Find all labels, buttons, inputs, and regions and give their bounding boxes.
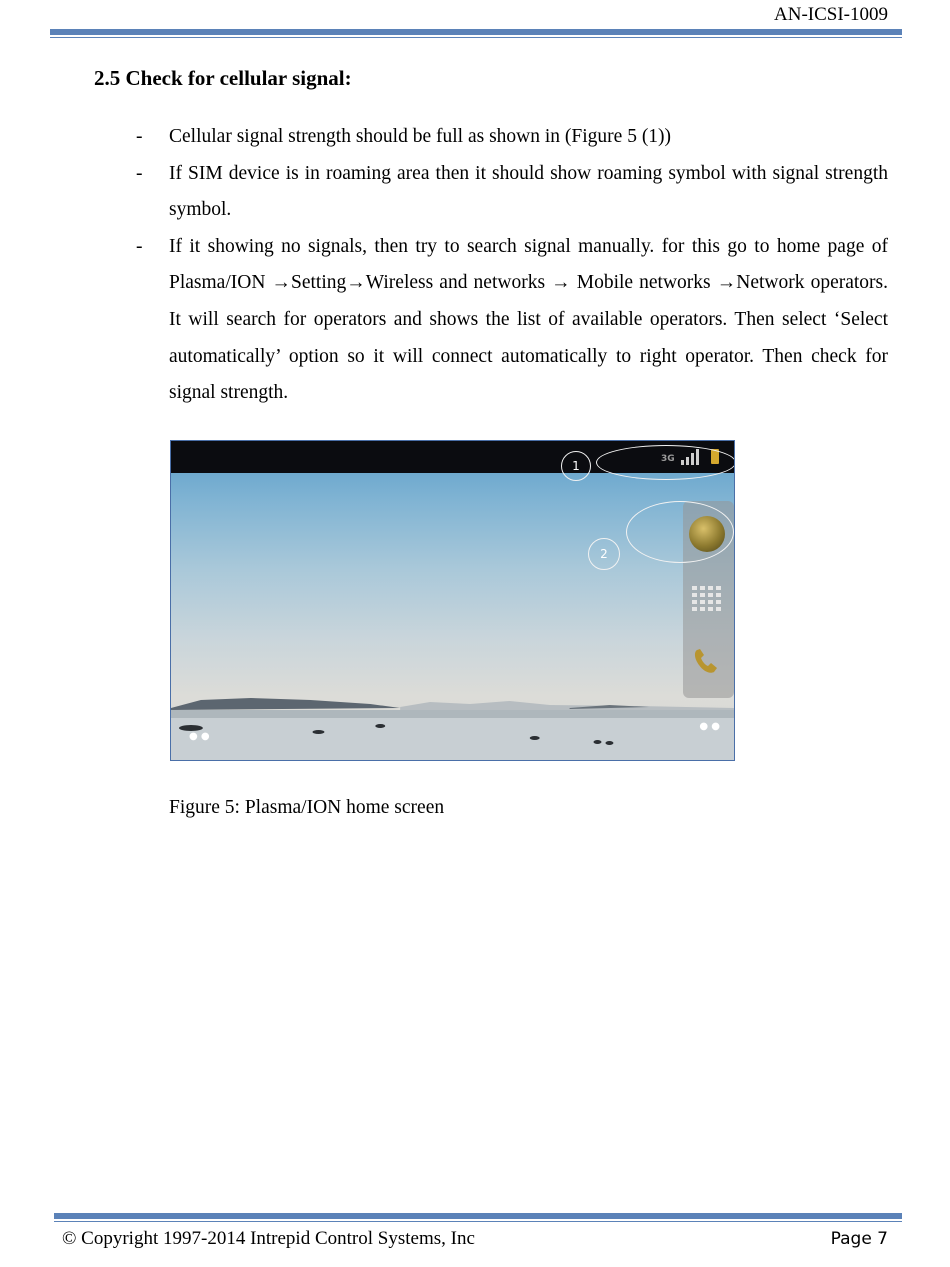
bullet-text: If SIM device is in roaming area then it should show roaming symbol with signal strength symbol. bbox=[169, 162, 888, 221]
page-indicator-right: ● ● bbox=[699, 721, 720, 732]
phone-icon bbox=[691, 646, 721, 676]
dock-highlight-ellipse bbox=[626, 501, 734, 563]
figure-caption: Figure 5: Plasma/ION home screen bbox=[169, 797, 445, 818]
footer-copyright: © Copyright 1997-2014 Intrepid Control Systems, Inc bbox=[62, 1228, 475, 1249]
document-id: AN-ICSI-1009 bbox=[774, 4, 888, 25]
bullet-dash: - bbox=[136, 235, 143, 257]
page-number: Page 7 bbox=[830, 1229, 888, 1249]
callout-2: 2 bbox=[588, 538, 620, 570]
bullet-text: If it showing no signals, then try to search signal manually. for this go to home page of Plasma/ION →Setting→Wireless and networks → Mobile networks →Network operators. It will search for operators and shows the list of available operators. Then select ‘Select automatically’ option so it will connect automatically to right operator. Then check for signal strength. bbox=[169, 235, 888, 404]
list-item bbox=[136, 119, 888, 156]
callout-1: 1 bbox=[561, 451, 591, 481]
section-heading: 2.5 Check for cellular signal: bbox=[94, 66, 352, 90]
bullet-dash: - bbox=[136, 162, 143, 184]
home-screen-figure bbox=[170, 440, 735, 761]
network-type-indicator: 3G bbox=[661, 454, 675, 464]
app-grid-icon bbox=[692, 586, 722, 612]
list-item bbox=[136, 229, 888, 412]
status-highlight-ellipse bbox=[596, 445, 735, 480]
page-indicator-left: ● ● bbox=[189, 731, 210, 742]
bullet-list bbox=[136, 119, 888, 412]
list-item bbox=[136, 156, 888, 229]
header-rule bbox=[50, 29, 902, 38]
lake-landscape bbox=[171, 680, 734, 760]
bullet-dash: - bbox=[136, 126, 143, 147]
footer-rule bbox=[54, 1213, 902, 1222]
bullet-text: Cellular signal strength should be full as shown in (Figure 5 (1)) bbox=[169, 126, 672, 147]
